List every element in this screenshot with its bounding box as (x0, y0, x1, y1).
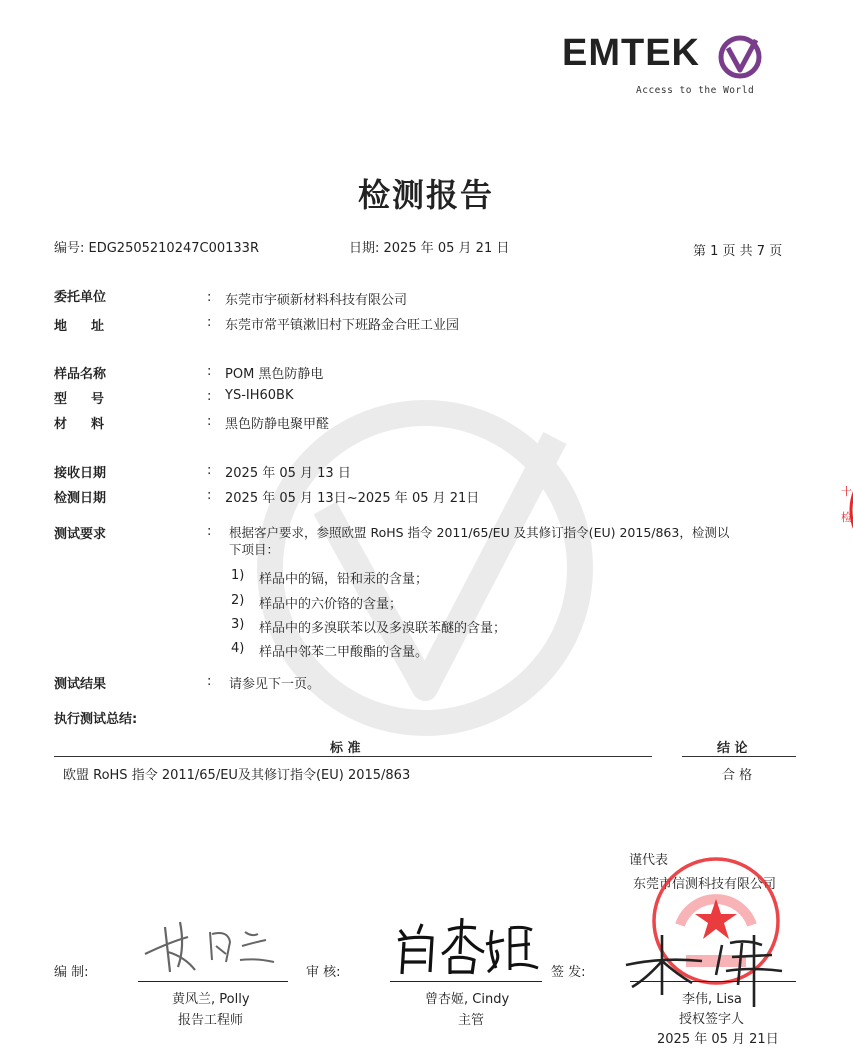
item-number: 4) (231, 641, 245, 656)
received-date-value: 2025 年 05 月 13 日 (225, 466, 351, 481)
colon: : (207, 414, 212, 429)
summary-heading: 执行测试总结: (54, 712, 138, 727)
conclusion-cell: 合 格 (722, 768, 753, 783)
approved-by-name: 李伟, Lisa (682, 992, 742, 1007)
brand-logo-icon (716, 34, 764, 80)
material-value: 黑色防静电聚甲醛 (225, 417, 330, 432)
page-title: 检测报告 (358, 176, 495, 214)
reviewed-by-title: 主管 (458, 1013, 485, 1028)
brand-tagline: Access to the World (636, 85, 755, 96)
item-text: 样品中的六价铬的含量； (259, 597, 403, 612)
table-divider (54, 756, 652, 757)
material-label: 材料 (54, 417, 129, 432)
colon: : (207, 364, 212, 379)
approved-by-label: 签 发: (551, 965, 586, 980)
model-value: YS-IH60BK (225, 388, 294, 403)
item-text: 样品中的镉，铅和汞的含量； (259, 572, 429, 587)
received-date-label: 接收日期 (54, 466, 107, 481)
requirement-line2: 下项目： (229, 542, 280, 557)
requirement-label: 测试要求 (54, 527, 107, 542)
tested-date-value: 2025 年 05 月 13日~2025 年 05 月 21日 (225, 491, 480, 506)
brand-name: EMTEK (562, 32, 700, 74)
approved-by-title: 授权签字人 (679, 1012, 745, 1027)
table-divider (682, 756, 796, 757)
result-label: 测试结果 (54, 677, 107, 692)
item-number: 3) (231, 617, 245, 632)
reviewed-signature (392, 910, 542, 980)
colon: : (207, 463, 212, 478)
tested-date-label: 检测日期 (54, 491, 107, 506)
address-label: 地址 (54, 319, 129, 334)
signature-line (138, 981, 288, 982)
result-value: 请参见下一页。 (229, 677, 321, 692)
report-date: 日期: 2025 年 05 月 21 日 (349, 241, 510, 256)
colon: : (207, 315, 212, 330)
report-number: 编号: EDG2505210247C00133R (54, 241, 259, 256)
standard-column-header: 标 准 (330, 741, 361, 756)
signature-line (630, 981, 796, 982)
prepared-by-title: 报告工程师 (178, 1013, 244, 1028)
client-value: 东莞市宇硕新材料科技有限公司 (225, 293, 408, 308)
conclusion-column-header: 结 论 (717, 741, 748, 756)
item-text: 样品中的多溴联苯以及多溴联苯醚的含量； (259, 621, 507, 636)
prepared-signature (140, 912, 280, 977)
svg-text:十: 十 (841, 485, 852, 498)
page-count: 第 1 页 共 7 页 (693, 244, 783, 259)
item-number: 1) (231, 568, 245, 583)
approved-date: 2025 年 05 月 21日 (657, 1032, 779, 1047)
colon: : (207, 524, 212, 539)
reviewed-by-name: 曾杏姬, Cindy (425, 992, 510, 1007)
company-name: 东莞市信测科技有限公司 (633, 877, 777, 892)
sample-value: POM 黑色防静电 (225, 367, 324, 382)
standard-cell: 欧盟 RoHS 指令 2011/65/EU及其修订指令(EU) 2015/863 (63, 768, 411, 783)
signature-line (390, 981, 542, 982)
on-behalf-label: 谨代表 (629, 853, 669, 868)
colon: : (207, 290, 212, 305)
requirement-line1: 根据客户要求，参照欧盟 RoHS 指令 2011/65/EU 及其修订指令(EU) 2015/863，检测以 (229, 525, 730, 540)
partial-stamp (833, 455, 853, 565)
item-number: 2) (231, 593, 245, 608)
brand-logo (562, 32, 700, 75)
svg-text:检: 检 (841, 511, 852, 524)
item-text: 样品中邻苯二甲酸酯的含量。 (259, 645, 429, 660)
reviewed-by-label: 审 核: (306, 965, 341, 980)
client-label: 委托单位 (54, 290, 107, 305)
sample-label: 样品名称 (54, 367, 107, 382)
colon: : (207, 488, 212, 503)
prepared-by-label: 编 制: (54, 965, 89, 980)
address-value: 东莞市常平镇漱旧村下班路金合旺工业园 (225, 318, 460, 333)
colon: : (207, 674, 212, 689)
model-label: 型号 (54, 392, 129, 407)
colon: : (207, 389, 212, 404)
prepared-by-name: 黄风兰, Polly (172, 992, 250, 1007)
